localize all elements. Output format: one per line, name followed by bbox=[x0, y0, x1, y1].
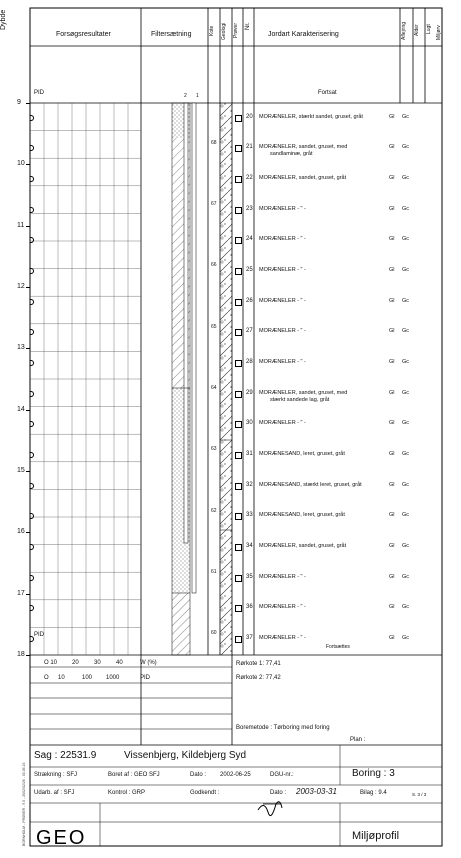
sample-marker bbox=[235, 452, 242, 459]
fortsat-label: Fortsat bbox=[318, 90, 337, 96]
sample-nr: 29 bbox=[246, 389, 253, 396]
depth-label: 10 bbox=[17, 160, 25, 168]
dato2-value: 2003-03-31 bbox=[296, 787, 337, 796]
pid-bottom-label: PID bbox=[34, 632, 45, 638]
sample-aflejring: Gl bbox=[389, 113, 395, 120]
sample-aflejring: Gl bbox=[389, 512, 395, 519]
depth-label: 16 bbox=[17, 528, 25, 536]
sample-aflejring: Gl bbox=[389, 144, 395, 151]
scale-pid-1000: 1000 bbox=[106, 675, 120, 681]
sample-alder: Gc bbox=[402, 451, 410, 458]
sample-desc: MORÆNELER - " - bbox=[259, 267, 306, 274]
sample-alder: Gc bbox=[402, 205, 410, 212]
pid-top-label: PID bbox=[34, 90, 45, 96]
sample-desc: MORÆNESAND, leret, gruset, gråt bbox=[259, 451, 345, 458]
sample-alder: Gc bbox=[402, 389, 410, 396]
header-forsoegsresultater: Forsøgsresultater bbox=[56, 31, 111, 38]
kontrol: Kontrol : GRP bbox=[108, 790, 146, 796]
sample-aflejring: Gl bbox=[389, 359, 395, 366]
sample-nr: 34 bbox=[246, 543, 253, 550]
sample-desc-2: sandlaminæ, gråt bbox=[270, 151, 313, 158]
sample-alder: Gc bbox=[402, 175, 410, 182]
sample-aflejring: Gl bbox=[389, 267, 395, 274]
depth-label: 11 bbox=[17, 221, 25, 229]
sample-aflejring: Gl bbox=[389, 420, 395, 427]
sample-desc: MORÆNELER - " - bbox=[259, 236, 306, 243]
sample-aflejring: Gl bbox=[389, 635, 395, 642]
sample-marker bbox=[235, 145, 242, 152]
filter-col-2: 2 bbox=[184, 93, 187, 99]
depth-tick bbox=[26, 655, 30, 656]
sample-marker bbox=[235, 329, 242, 336]
scale-w-unit: W (%) bbox=[140, 660, 157, 666]
sample-marker bbox=[235, 605, 242, 612]
sample-marker bbox=[235, 268, 242, 275]
header-jordart: Jordart Karakterisering bbox=[268, 31, 339, 38]
kote-label: 68 bbox=[211, 139, 217, 146]
sample-alder: Gc bbox=[402, 236, 410, 243]
boret-af: Boret af : GEO SFJ bbox=[108, 772, 160, 778]
geo-logo: GEO bbox=[36, 827, 87, 849]
kote-label: 67 bbox=[211, 201, 217, 208]
sample-desc: MORÆNESAND, leret, gruset, gråt bbox=[259, 512, 345, 519]
depth-tick bbox=[26, 348, 30, 349]
sample-marker bbox=[235, 483, 242, 490]
sample-alder: Gc bbox=[402, 144, 410, 151]
sample-alder: Gc bbox=[402, 604, 410, 611]
kote-label: 66 bbox=[211, 262, 217, 269]
sample-nr: 20 bbox=[246, 113, 253, 120]
header-kote: Kote bbox=[209, 25, 215, 36]
scale-pid-10: 10 bbox=[58, 675, 65, 681]
sample-aflejring: Gl bbox=[389, 175, 395, 182]
sample-alder: Gc bbox=[402, 267, 410, 274]
dgu-nr: DGU-nr.: bbox=[270, 772, 294, 778]
scale-pid-0: O bbox=[44, 675, 49, 681]
sample-alder: Gc bbox=[402, 573, 410, 580]
kote-label: 64 bbox=[211, 385, 217, 392]
sample-marker bbox=[235, 115, 242, 122]
depth-label: 12 bbox=[17, 283, 25, 290]
header-miljoerv: Miljørv bbox=[436, 25, 442, 40]
sample-alder: Gc bbox=[402, 543, 410, 550]
sample-aflejring: Gl bbox=[389, 236, 395, 243]
location: Vissenbjerg, Kildebjerg Syd bbox=[124, 750, 247, 761]
sample-desc: MORÆNELER - " - bbox=[259, 359, 306, 366]
depth-tick bbox=[26, 164, 30, 165]
sample-marker bbox=[235, 391, 242, 398]
boremetode: Boremetode : Tørboring med foring bbox=[236, 725, 330, 731]
sample-nr: 32 bbox=[246, 481, 253, 488]
kote-label: 61 bbox=[211, 569, 217, 576]
document-title: Miljøprofil bbox=[352, 830, 400, 842]
sample-desc: MORÆNESAND, stærkt leret, gruset, gråt bbox=[259, 481, 362, 488]
depth-label: 17 bbox=[17, 589, 25, 597]
sample-marker bbox=[235, 299, 242, 306]
header-geologi: Geologi bbox=[221, 22, 227, 40]
depth-label: 14 bbox=[17, 405, 25, 413]
sample-nr: 27 bbox=[246, 328, 253, 335]
scale-pid-unit: PID bbox=[140, 675, 151, 681]
sample-nr: 21 bbox=[246, 144, 253, 151]
sample-nr: 26 bbox=[246, 297, 253, 304]
sample-nr: 30 bbox=[246, 420, 253, 427]
sample-desc: MORÆNELER, sandet, gruset, gråt bbox=[259, 175, 347, 182]
sample-alder: Gc bbox=[402, 113, 410, 120]
sample-marker bbox=[235, 360, 242, 367]
sample-desc: MORÆNELER - " - bbox=[259, 328, 306, 335]
kote-label: 65 bbox=[211, 323, 217, 330]
sample-desc-2: stærkt sandede lag, gråt bbox=[270, 396, 330, 403]
sample-nr: 35 bbox=[246, 573, 253, 580]
depth-label: 9 bbox=[17, 99, 21, 106]
sample-aflejring: Gl bbox=[389, 328, 395, 335]
depth-tick bbox=[26, 103, 30, 104]
sample-alder: Gc bbox=[402, 328, 410, 335]
depth-tick bbox=[26, 287, 30, 288]
sample-desc: MORÆNELER - " - bbox=[259, 604, 306, 611]
filter-col-1: 1 bbox=[196, 93, 199, 99]
sample-aflejring: Gl bbox=[389, 573, 395, 580]
straekning: Strækning : SFJ bbox=[34, 772, 78, 778]
sample-aflejring: Gl bbox=[389, 481, 395, 488]
sample-marker bbox=[235, 237, 242, 244]
kote-label: 62 bbox=[211, 507, 217, 514]
depth-label: 13 bbox=[17, 344, 25, 352]
page-indicator: S. 3 / 3 bbox=[412, 792, 427, 797]
sample-alder: Gc bbox=[402, 359, 410, 366]
sample-aflejring: Gl bbox=[389, 389, 395, 396]
sample-marker bbox=[235, 207, 242, 214]
fortsaettes-label: Fortsættes bbox=[326, 644, 350, 650]
header-proever: Prøver bbox=[233, 23, 239, 38]
scale-w-0: O 10 bbox=[44, 660, 58, 666]
sample-nr: 28 bbox=[246, 359, 253, 366]
header-nr: Nr. bbox=[245, 22, 251, 30]
sample-nr: 23 bbox=[246, 205, 253, 212]
sample-aflejring: Gl bbox=[389, 451, 395, 458]
sample-marker bbox=[235, 544, 242, 551]
sample-alder: Gc bbox=[402, 297, 410, 304]
dato-label: Dato : bbox=[190, 772, 207, 778]
dato-value: 2002-06-25 bbox=[220, 772, 251, 778]
header-dybde: Dybde bbox=[0, 9, 7, 30]
sample-desc: MORÆNELER, sandet, gruset, med bbox=[259, 389, 348, 396]
side-code: BORNHOLM - PRØVER - 9.5 - 2002/02/26 - 00.06.16 bbox=[22, 762, 26, 846]
roerkote-1: Rørkote 1: 77,41 bbox=[236, 661, 281, 667]
header-aflejring: Aflejring bbox=[401, 21, 407, 40]
sample-aflejring: Gl bbox=[389, 604, 395, 611]
sample-alder: Gc bbox=[402, 635, 410, 642]
header-filtersaetning: Filtersætning bbox=[151, 31, 192, 38]
sample-nr: 36 bbox=[246, 604, 253, 611]
sample-desc: MORÆNELER - " - bbox=[259, 573, 306, 580]
sample-desc: MORÆNELER, sandet, gruset, gråt bbox=[259, 543, 347, 550]
scale-pid-100: 100 bbox=[82, 675, 93, 681]
kote-label: 63 bbox=[211, 446, 217, 453]
sample-nr: 33 bbox=[246, 512, 253, 519]
depth-tick bbox=[26, 532, 30, 533]
sample-desc: MORÆNELER, stærkt sandet, gruset, gråt bbox=[259, 113, 363, 120]
sample-alder: Gc bbox=[402, 420, 410, 427]
bilag: Bilag : 9.4 bbox=[360, 790, 387, 796]
sample-desc: MORÆNELER - " - bbox=[259, 420, 306, 427]
sample-aflejring: Gl bbox=[389, 543, 395, 550]
boring-number: Boring : 3 bbox=[352, 768, 395, 779]
scale-w-20: 20 bbox=[72, 660, 79, 666]
scale-w-30: 30 bbox=[94, 660, 101, 666]
dato2-label: Dato : bbox=[270, 790, 287, 796]
sample-nr: 24 bbox=[246, 236, 253, 243]
sample-marker bbox=[235, 421, 242, 428]
sample-aflejring: Gl bbox=[389, 205, 395, 212]
sample-nr: 22 bbox=[246, 175, 253, 182]
sample-desc: MORÆNELER - " - bbox=[259, 205, 306, 212]
sample-alder: Gc bbox=[402, 481, 410, 488]
sample-nr: 31 bbox=[246, 451, 253, 458]
sample-aflejring: Gl bbox=[389, 297, 395, 304]
sample-nr: 25 bbox=[246, 267, 253, 274]
depth-label: 18 bbox=[17, 651, 25, 658]
sample-marker bbox=[235, 513, 242, 520]
sample-desc: MORÆNELER - " - bbox=[259, 635, 306, 642]
header-alder: Alder bbox=[414, 24, 420, 36]
sample-desc: MORÆNELER, sandet, gruset, med bbox=[259, 144, 348, 151]
sample-marker bbox=[235, 575, 242, 582]
depth-tick bbox=[26, 594, 30, 595]
kote-label: 60 bbox=[211, 630, 217, 637]
depth-tick bbox=[26, 226, 30, 227]
depth-tick bbox=[26, 410, 30, 411]
header-lugt: Lugt bbox=[426, 24, 432, 34]
sample-marker bbox=[235, 176, 242, 183]
udarb-af: Udarb. af : SFJ bbox=[34, 790, 75, 796]
sample-alder: Gc bbox=[402, 512, 410, 519]
godkendt: Godkendt : bbox=[190, 790, 220, 796]
sample-desc: MORÆNELER - " - bbox=[259, 297, 306, 304]
sample-nr: 37 bbox=[246, 635, 253, 642]
depth-label: 15 bbox=[17, 467, 25, 474]
sag-number: Sag : 22531.9 bbox=[34, 750, 97, 761]
plan-label: Plan : bbox=[350, 737, 366, 743]
sample-marker bbox=[235, 636, 242, 643]
roerkote-2: Rørkote 2: 77,42 bbox=[236, 675, 281, 681]
depth-tick bbox=[26, 471, 30, 472]
scale-w-40: 40 bbox=[116, 660, 123, 666]
